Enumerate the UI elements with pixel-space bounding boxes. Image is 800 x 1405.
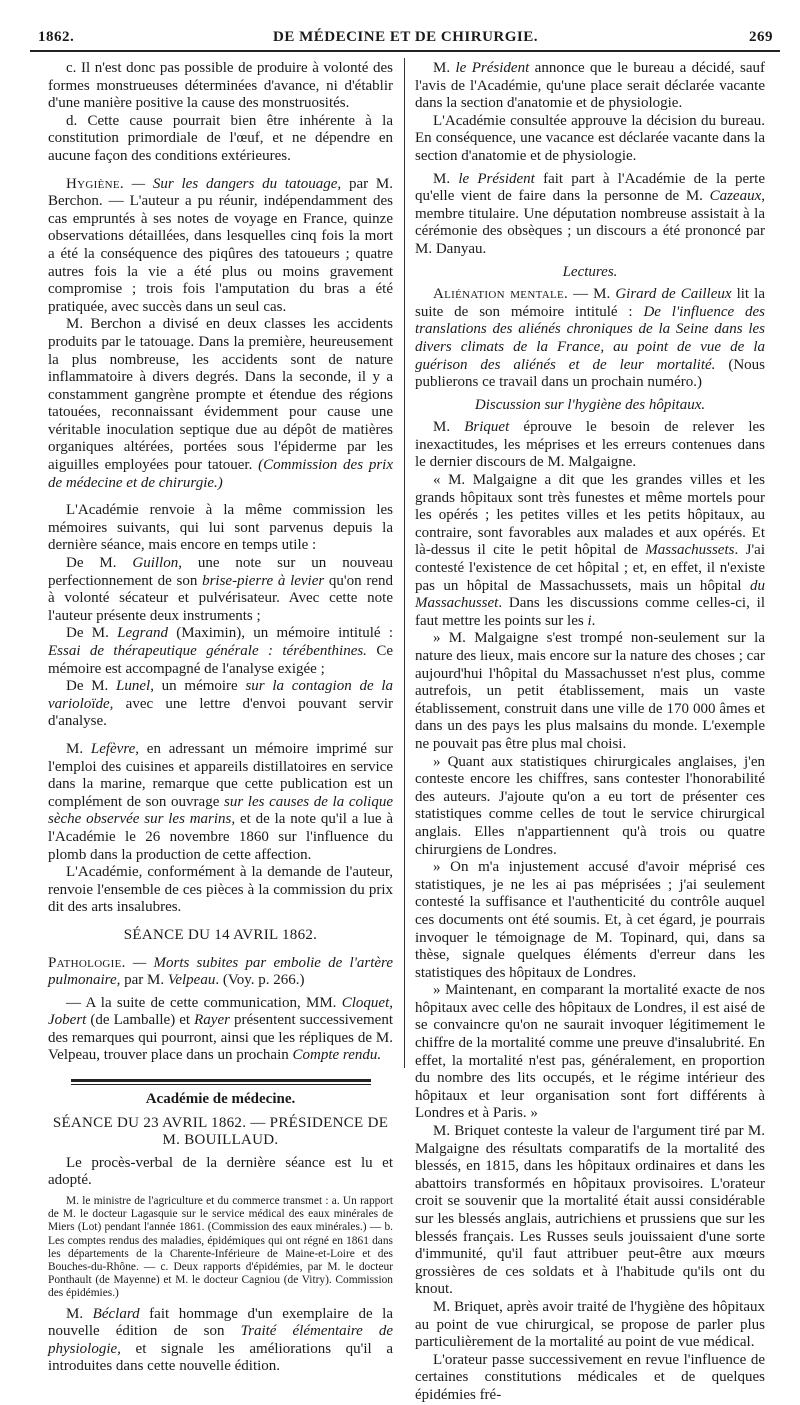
paragraph: L'Académie renvoie à la même commission les mémoires suivants, qui lui sont parvenus depuis la dernière séance, mais encore en temps utile :	[48, 502, 393, 554]
section-heading: Pathologie.	[48, 954, 126, 971]
left-column	[48, 60, 393, 1376]
header-page-number: 269	[749, 29, 773, 45]
column-divider	[404, 58, 405, 1068]
page-header	[38, 26, 773, 48]
article-title: — Sur les dangers du tatouage,	[123, 175, 342, 192]
subheading-lectures: Lectures.	[562, 263, 618, 280]
paragraph: Le procès-verbal de la dernière séance est lu et adopté.	[48, 1154, 393, 1189]
right-column	[415, 60, 765, 1405]
paragraph: De M. Lunel, un mémoire sur la contagion de la varioloïde, avec une lettre d'envoi pouvant servir d'analyse.	[48, 678, 393, 730]
header-journal-title: DE MÉDECINE ET DE CHIRURGIE.	[272, 29, 538, 45]
paragraph: M. le Président annonce que le bureau a décidé, sauf l'avis de l'Académie, qu'une place serait déclarée vacante dans la section d'anatomie et de physiologie.	[415, 60, 765, 112]
section-heading: Aliénation mentale.	[433, 286, 569, 303]
subheading-discussion: Discussion sur l'hygiène des hôpitaux.	[474, 396, 706, 413]
paragraph: M. Berchon a divisé en deux classes les accidents produits par le tatouage. Dans la première, heureusement la plus nombreuse, les accidents sont de nature inflammatoire à divers degrés. Dans la seconde, il y a constamment gangrène prompte et étendue des régions tatouées, reconnaissant évidemment pour cause une véritable inoculation septique due au dépôt de matières organiques altérées, portées sous l'épiderme par les aiguilles employées pour tatouer. (Commission des prix de médecine et de chirurgie.)	[48, 316, 393, 491]
paragraph: M. Lefèvre, en adressant un mémoire imprimé sur l'emploi des cuisines et appareils distillatoires en service dans la marine, remarque que cette publication est un complément de son ouvrage sur les causes de la colique sèche observée sur les marins, et de la note qu'il a lue à l'Académie le 26 novembre 1860 sur l'influence du plomb dans la production de cette affection.	[48, 740, 394, 863]
paragraph: M. Briquet, après avoir traité de l'hygiène des hôpitaux au point de vue chirurgical, se propose de parler plus particulièrement de la mortalité au point de vue médical.	[415, 1298, 765, 1351]
section-title-academie: Académie de médecine.	[145, 1091, 296, 1108]
paragraph: M. Briquet conteste la valeur de l'argument tiré par M. Malgaigne des résultats comparatifs de la mortalité des blessés, en 1815, dans les hôpitaux ordinaires et dans les abattoirs transformés en hôpitaux provisoires. L'orateur croit se souvenir que la mortalité était aussi considérable sur les blessés anglais, autrichiens et prussiens que sur les blessés français. Les Russes seuls jouissaient d'une sorte d'immunité, qu'il faut attribuer peut-être aux mœurs grossières de ces soldats et à l'habitude qu'ils ont du knout.	[415, 1123, 765, 1298]
paragraph: d. Cette cause pourrait bien être inhérente à la constitution primordiale de l'œuf, et ne dépendre en aucune façon des conditions extérieures.	[48, 112, 393, 164]
paragraph: L'Académie consultée approuve la décision du bureau. En conséquence, une vacance est déclarée vacante dans la section d'anatomie et de physiologie.	[415, 112, 765, 164]
seance-date-heading: SÉANCE DU 14 AVRIL 1862.	[123, 926, 318, 943]
paragraph: De M. Legrand (Maximin), un mémoire intitulé : Essai de thérapeutique générale : térébenthines. Ce mémoire est accompagné de l'analyse exigée ;	[48, 625, 393, 677]
paragraph: » On m'a injustement accusé d'avoir méprisé ces statistiques, je ne les ai pas méprisées ; j'ai seulement contesté la suffisance et l'authenticité du contrôle auquel ces documents ont été soumis. Et, à cet égard, je pourrais invoquer le témoignage de M. Topinard, qui, dans sa thèse, signale quelques éléments d'erreur dans les statistiques des hôpitaux de Londres.	[415, 859, 765, 981]
paragraph: » Quant aux statistiques chirurgicales anglaises, j'en conteste encore les chiffres, sans contester l'honorabilité des auteurs. J'ajoute qu'on a eu tort de présenter ces statistiques comme celles de tout le service chirurgical anglais. Elles n'appartiennent qu'à trois ou quatre chirurgiens de Londres.	[415, 753, 765, 858]
paragraph: L'orateur passe successivement en revue l'influence de certaines constitutions médicales et de quelques épidémies fré-	[415, 1351, 765, 1403]
paragraph-alienation: Aliénation mentale. — M. Girard de Cailleux lit la suite de son mémoire intitulé : De l'influence des translations des aliénés chroniques de la Seine dans les divers climats de la France, au point de vue de la guérison des aliénés et de leur mortalité. (Nous publierons ce travail dans un prochain numéro.)	[415, 286, 765, 391]
seance-presidence-heading: SÉANCE DU 23 AVRIL 1862. — PRÉSIDENCE DE M. BOUILLAUD.	[52, 1114, 389, 1149]
paragraph: M. Béclard fait hommage d'un exemplaire de la nouvelle édition de son Traité élémentaire de physiologie, et signale les améliorations qu'il a introduites dans cette nouvelle édition.	[48, 1305, 394, 1375]
paragraph: L'Académie, conformément à la demande de l'auteur, renvoie l'ensemble de ces pièces à la commission du prix dit des arts insalubres.	[48, 864, 393, 916]
correspondence-note: M. le ministre de l'agriculture et du commerce transmet : a. Un rapport de M. le docteur Lagasquie sur le service médical des eaux minérales de Miers (Lot) pendant l'année 1861. (Commission des eaux minérales.) — b. Les comptes rendus des maladies, épidémiques qui ont régné en 1861 dans les départements de la Charente-Inférieure de Maine-et-Loire et des Bouches-du-Rhône. — c. Deux rapports d'épidémies, par M. le docteur Ponthault (de Mayenne) et M. le docteur Cagniou (de Vitry). Commission des épidémies.)	[48, 1195, 393, 1300]
paragraph: — A la suite de cette communication, MM. Cloquet, Jobert (de Lamballe) et Rayer présentent successivement des remarques qui pourront, ainsi que les répliques de M. Velpeau, trouver place dans un prochain Compte rendu.	[48, 994, 393, 1064]
header-year: 1862.	[38, 29, 75, 45]
paragraph: De M. Guillon, une note sur un nouveau perfectionnement de son brise-pierre à levier qu'on rend à volonté sécateur et pulvérisateur. Avec cette note l'auteur présente deux instruments ;	[48, 555, 394, 624]
paragraph: « M. Malgaigne a dit que les grandes villes et les grands hôpitaux sont très funestes et même mortels pour les opérés ; les petites villes et les petits hôpitaux, au contraire, sont favorables aux malades et aux opérés. Et là-dessus il cite le petit hôpital de Massachussets. J'ai contesté l'existence de cet hôpital ; et, en effet, il n'existe pas un hôpital de Massachussets, mais un hôpital du Massachusset. Dans les discussions comme celles-ci, il faut mettre les points sur les i.	[415, 472, 765, 629]
paragraph: c. Il n'est donc pas possible de produire à volonté des formes monstrueuses déterminées d'avance, ni d'établir d'une manière positive la cause des monstruosités.	[48, 60, 393, 112]
paragraph-hygiene: Hygiène. — Sur les dangers du tatouage, par M. Berchon. — L'auteur a pu réunir, indépendamment des cas empruntés à ses notes de voyage en France, quinze observations détaillées, dans lesquelles cinq fois la mort a été la conséquence des piqûres des tatoueurs ; quatre autres fois la vie a été plus ou moins gravement compromise ; trois fois l'amputation du bras a été pratiquée, avec succès dans un seul cas.	[48, 175, 393, 315]
paragraph: » Maintenant, en comparant la mortalité exacte de nos hôpitaux avec celle des hôpitaux de Londres, il est aisé de se convaincre qu'on ne saurait invoquer légitimement le chiffre de la mortalité comme une preuve d'insalubrité. En effet, la mortalité n'est pas, généralement, en proportion du nombre des lits occupés, et le régime intérieur des hôpitaux et leur organisation sont fort différents à Londres et à Paris. »	[415, 982, 765, 1122]
header-rule	[30, 50, 780, 52]
paragraph: » M. Malgaigne s'est trompé non-seulement sur la nature des lieux, mais encore sur la nature des choses ; car aujourd'hui l'hôpital du Massachusset n'est plus, comme autrefois, un petit établissement, mais un vaste établissement, construit dans une ville de 170 000 âmes et dans un des pays les plus malsains du monde. L'exemple ne pouvait pas être plus mal choisi.	[415, 630, 765, 752]
section-rule	[71, 1079, 371, 1085]
paragraph: M. Briquet éprouve le besoin de relever les inexactitudes, les méprises et les erreurs contenues dans le dernier discours de M. Malgaigne.	[415, 419, 766, 471]
section-heading: Hygiène.	[66, 175, 124, 192]
paragraph: M. le Président fait part à l'Académie de la perte qu'elle vient de faire dans la personne de M. Cazeaux, membre titulaire. Une députation nombreuse assistait à la cérémonie des obsèques ; un discours a été prononcé par M. Danyau.	[415, 170, 765, 257]
paragraph-pathologie: Pathologie. — Morts subites par embolie de l'artère pulmonaire, par M. Velpeau. (Voy. p. 266.)	[48, 954, 393, 989]
